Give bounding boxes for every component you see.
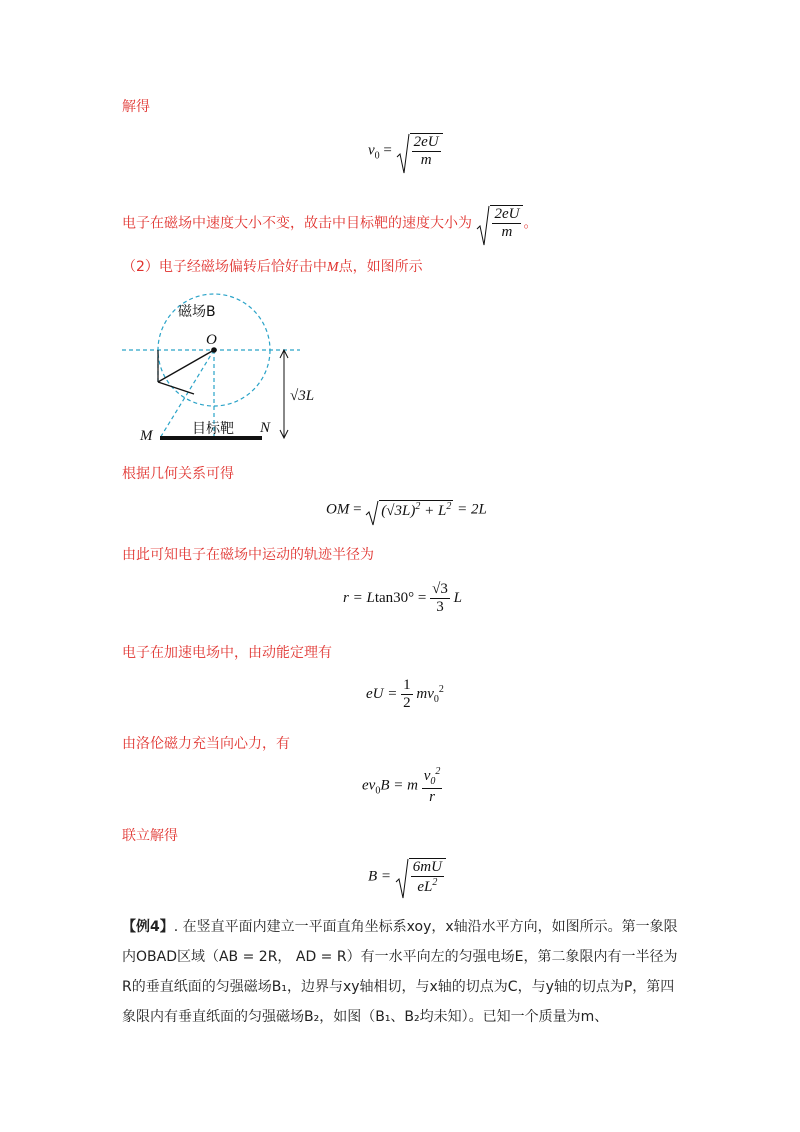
line-part2: （2）电子经磁场偏转后恰好击中M点，如图所示 [122,259,423,275]
sqrt-b: $\frac{6mU}{eL^2}$ [395,858,446,897]
center-point [211,347,217,353]
sqrt-v0: $\frac{2eU}{m}$ [396,133,443,170]
example-tag: 【例4】 [122,919,174,935]
line-lianli: 联立解得 [122,828,178,844]
equation-v0: $v_0$ = $\frac{2eU}{m}$ [368,133,443,170]
m-label: M [140,428,153,444]
line-lorentz: 由洛伦磁力充当向心力，有 [122,736,290,752]
equation-r: r = Ltan30° = $\frac{√3}{3}$ L [343,581,462,616]
radical-sign-icon [396,133,410,175]
n-label: N [260,420,271,436]
radical-sign-icon [365,500,379,526]
line-geometry: 根据几何关系可得 [122,466,234,482]
example-4-paragraph [122,912,682,1032]
center-label: O [206,332,217,348]
target-label: 目标靶 [192,421,234,437]
radical-sign-icon [395,858,409,900]
field-label: 磁场B [178,304,216,320]
equation-eu: eU = $\frac{1}{2}$ $mv_0^2$ [366,677,444,712]
sqrt-om: $(√3L)^2 + L^2$ [365,500,453,520]
line-jiede-1: 解得 [122,99,150,115]
equation-om: OM = $(√3L)^2 + L^2 = 2L$ [326,500,487,520]
sqrt-speed: $\frac{2eU}{m}$ [476,205,523,242]
line-accel: 电子在加速电场中，由动能定理有 [122,645,332,661]
example-text: . 在竖直平面内建立一平面直角坐标系xoy，x轴沿水平方向，如图所示。第一象限内OBAD区域（AB = 2R， AD = R）有一水平向左的匀强电场E，第二象限内有一半径为R的垂直纸面的匀强磁场B₁，边界与xy轴相切，与x轴的切点为C，与y轴的切点为P，第四象限内有垂直纸面的匀强磁场B₂，如图（B₁、B₂均未知）。已知一个质量为m、 [122,919,678,1025]
magnetic-field-diagram [118,288,358,448]
radical-sign-icon [476,205,490,247]
line-speed: 电子在磁场中速度大小不变，故击中目标靶的速度大小为 $\frac{2eU}{m}$ 。 [122,205,537,242]
equation-lorentz: $ev_0B = m$ $\frac{v_0^2}{r}$ [362,766,441,805]
line-radius: 由此可知电子在磁场中运动的轨迹半径为 [122,547,374,563]
height-label: √3L [290,388,315,404]
radius-line [158,350,214,382]
equation-b: B = $\frac{6mU}{eL^2}$ [368,858,446,897]
